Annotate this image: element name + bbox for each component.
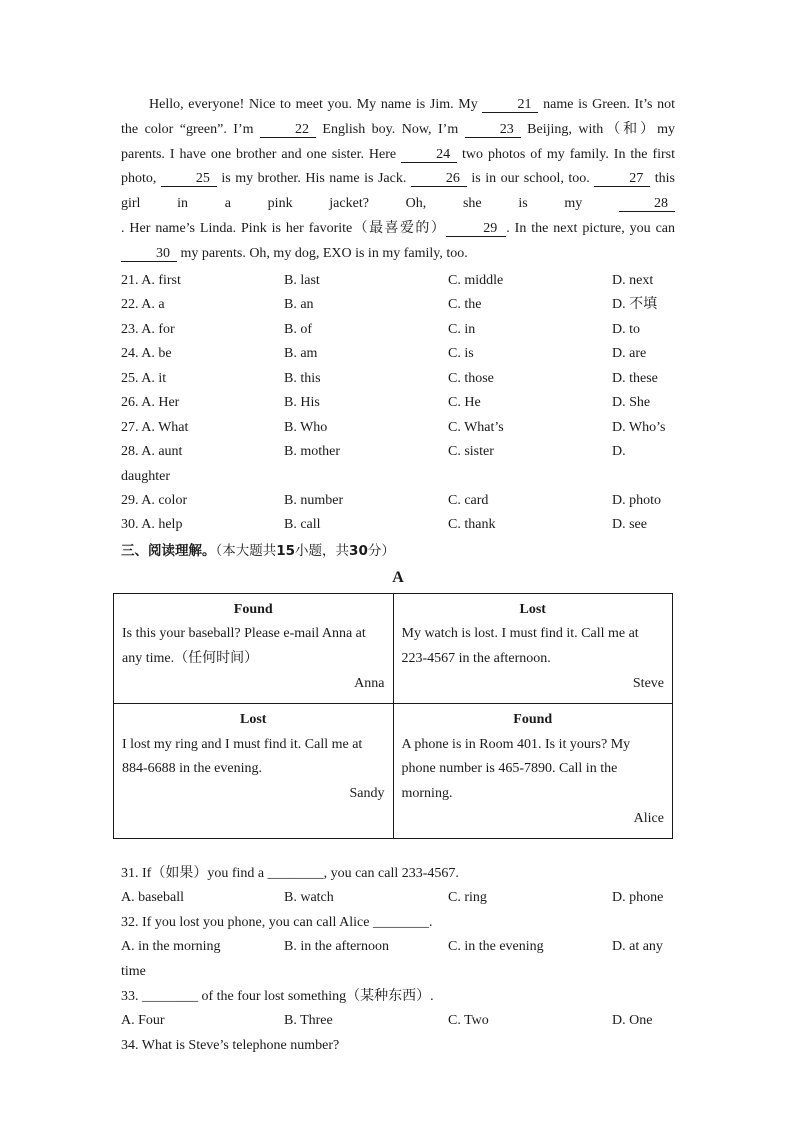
notice-body: I lost my ring and I must find it. Call me at 884-6688 in the evening. bbox=[122, 736, 363, 777]
passage-text: Hello, everyone! Nice to meet you. My name is Jim. My bbox=[149, 97, 483, 112]
option-a[interactable]: 30. A. help bbox=[121, 517, 183, 533]
option-b[interactable]: B. in the afternoon bbox=[284, 939, 389, 955]
question-34: 34. What is Steve’s telephone number? bbox=[121, 1038, 340, 1054]
cloze-passage bbox=[121, 93, 675, 267]
section-count: 15 bbox=[276, 542, 296, 559]
option-row-25 bbox=[121, 367, 675, 392]
notice-title: Lost bbox=[519, 601, 546, 617]
passage-text: my parents. Oh, my dog, EXO is in my family, too. bbox=[177, 245, 468, 261]
notice-title: Found bbox=[513, 711, 553, 727]
blank-23: 23 bbox=[465, 122, 521, 138]
option-a[interactable]: 26. A. Her bbox=[121, 395, 180, 411]
blank-25: 25 bbox=[161, 171, 217, 187]
option-28-wrap: daughter bbox=[121, 468, 170, 484]
passage-text: English boy. Now, I’m bbox=[315, 121, 465, 137]
question-32-options bbox=[121, 935, 675, 960]
passage-text: this girl in a pink jacket? Oh, she is my bbox=[121, 171, 675, 212]
option-c[interactable]: C. Two bbox=[448, 1012, 489, 1028]
spacer bbox=[121, 839, 675, 861]
option-a[interactable]: 27. A. What bbox=[121, 419, 189, 435]
option-a[interactable]: 24. A. be bbox=[121, 346, 172, 362]
question-33-options bbox=[121, 1009, 675, 1034]
option-c[interactable]: C. card bbox=[448, 492, 489, 508]
blank-21: 21 bbox=[482, 97, 538, 113]
option-a[interactable]: 25. A. it bbox=[121, 370, 167, 386]
option-row-24 bbox=[121, 342, 675, 367]
option-b[interactable]: B. number bbox=[284, 492, 344, 508]
section-note: 小题，共 bbox=[295, 542, 350, 559]
blank-30: 30 bbox=[121, 246, 177, 262]
cloze-options bbox=[121, 269, 675, 538]
notice-found-alice bbox=[393, 703, 673, 838]
option-b[interactable]: B. watch bbox=[284, 889, 334, 905]
option-a[interactable]: 21. A. first bbox=[121, 272, 181, 288]
option-b[interactable]: B. an bbox=[284, 297, 314, 313]
option-d[interactable]: D. She bbox=[612, 395, 651, 411]
option-c[interactable]: C. thank bbox=[448, 517, 496, 533]
option-b[interactable]: B. last bbox=[284, 272, 320, 288]
passage-text: is in our school, too. bbox=[466, 171, 595, 187]
option-b[interactable]: B. am bbox=[284, 346, 318, 362]
option-b[interactable]: B. call bbox=[284, 517, 321, 533]
section-note: （本大题共 bbox=[215, 542, 277, 559]
notice-body: A phone is in Room 401. Is it yours? My phone number is 465-7890. Call in the morning. bbox=[401, 736, 631, 802]
option-row-26 bbox=[121, 391, 675, 416]
passage-text: Beijing, with（和）my parents. I have one brother and one sister. Here bbox=[121, 121, 675, 162]
option-d[interactable]: D. at any bbox=[612, 939, 663, 955]
passage-text: is my brother. His name is Jack. bbox=[216, 171, 411, 187]
section-heading bbox=[121, 538, 675, 564]
notice-signature: Alice bbox=[633, 810, 664, 826]
blank-26: 26 bbox=[411, 171, 467, 187]
option-b[interactable]: B. this bbox=[284, 370, 321, 386]
option-d[interactable]: D. are bbox=[612, 346, 647, 362]
passage-text: . In the next picture, you can bbox=[506, 220, 675, 236]
option-d[interactable]: D. phone bbox=[612, 889, 664, 905]
option-d[interactable]: D. these bbox=[612, 370, 658, 386]
option-c[interactable]: C. in bbox=[448, 321, 476, 337]
option-c[interactable]: C. the bbox=[448, 297, 482, 313]
option-c[interactable]: C. ring bbox=[448, 889, 487, 905]
passage-text: name is Green. It’s not the color “green”. I’m bbox=[121, 97, 676, 137]
notice-table bbox=[113, 593, 673, 839]
option-a[interactable]: A. baseball bbox=[121, 889, 184, 905]
option-c[interactable]: C. middle bbox=[448, 272, 504, 288]
option-32d-wrap: time bbox=[121, 963, 146, 979]
option-c[interactable]: C. sister bbox=[448, 444, 494, 460]
question-31: 31. If（如果）you find a ________, you can call 233-4567. bbox=[121, 865, 459, 881]
option-row-30 bbox=[121, 513, 675, 538]
option-row-27 bbox=[121, 416, 675, 441]
notice-body: Is this your baseball? Please e-mail Anna at any time.（任何时间） bbox=[122, 626, 366, 667]
option-b[interactable]: B. of bbox=[284, 321, 312, 337]
option-d[interactable]: D. One bbox=[612, 1012, 653, 1028]
option-d[interactable]: D. see bbox=[612, 517, 647, 533]
notice-lost-steve bbox=[393, 593, 673, 703]
section-score: 30 bbox=[349, 542, 368, 559]
option-a[interactable]: 23. A. for bbox=[121, 321, 175, 337]
option-a[interactable]: 22. A. a bbox=[121, 297, 165, 313]
option-c[interactable]: C. is bbox=[448, 346, 474, 362]
option-d[interactable]: D. photo bbox=[612, 492, 661, 508]
notice-signature: Steve bbox=[632, 675, 664, 691]
passage-text: . Her name’s Linda. Pink is her favorite（最喜爱的） bbox=[121, 220, 447, 236]
option-a[interactable]: 29. A. color bbox=[121, 492, 188, 508]
option-d[interactable]: D. to bbox=[612, 321, 640, 337]
question-31-options bbox=[121, 886, 675, 911]
blank-27: 27 bbox=[594, 171, 650, 187]
option-d[interactable]: D. next bbox=[612, 272, 654, 288]
option-row-22 bbox=[121, 293, 675, 318]
passage-text: two photos of my family. In the first photo, bbox=[121, 146, 676, 187]
option-row-28 bbox=[121, 440, 675, 465]
exam-page bbox=[121, 93, 675, 1058]
notice-lost-sandy bbox=[114, 703, 394, 838]
option-b[interactable]: B. mother bbox=[284, 444, 340, 460]
blank-29: 29 bbox=[446, 221, 506, 237]
notice-signature: Sandy bbox=[349, 786, 385, 802]
question-33: 33. ________ of the four lost something（某种东西）. bbox=[121, 988, 434, 1004]
option-a[interactable]: A. in the morning bbox=[121, 939, 221, 955]
blank-24: 24 bbox=[401, 147, 457, 163]
notice-signature: Anna bbox=[354, 675, 385, 691]
option-b[interactable]: B. Who bbox=[284, 419, 328, 435]
option-c[interactable]: C. those bbox=[448, 370, 494, 386]
option-c[interactable]: C. What’s bbox=[448, 419, 504, 435]
option-b[interactable]: B. Three bbox=[284, 1012, 333, 1028]
option-a[interactable]: 28. A. aunt bbox=[121, 444, 183, 460]
blank-22: 22 bbox=[260, 122, 316, 138]
notice-title: Lost bbox=[240, 711, 267, 727]
blank-28: 28 bbox=[619, 196, 675, 212]
option-a[interactable]: A. Four bbox=[121, 1012, 165, 1028]
option-row-23 bbox=[121, 318, 675, 343]
passage-letter: A bbox=[392, 568, 404, 586]
notice-found-anna bbox=[114, 593, 394, 703]
option-d[interactable]: D. Who’s bbox=[612, 419, 666, 435]
question-32: 32. If you lost you phone, you can call Alice ________. bbox=[121, 915, 433, 931]
option-row-29 bbox=[121, 489, 675, 514]
option-d[interactable]: D. 不填 bbox=[612, 297, 658, 313]
option-b[interactable]: B. His bbox=[284, 395, 320, 411]
option-c[interactable]: C. in the evening bbox=[448, 939, 544, 955]
option-row-21 bbox=[121, 269, 675, 294]
notice-title: Found bbox=[233, 601, 273, 617]
option-c[interactable]: C. He bbox=[448, 395, 481, 411]
notice-body: My watch is lost. I must find it. Call me at 223-4567 in the afternoon. bbox=[401, 626, 639, 667]
option-d[interactable]: D. bbox=[612, 444, 626, 460]
section-note: 分） bbox=[367, 542, 395, 559]
section-title: 三、阅读理解。 bbox=[121, 542, 216, 559]
